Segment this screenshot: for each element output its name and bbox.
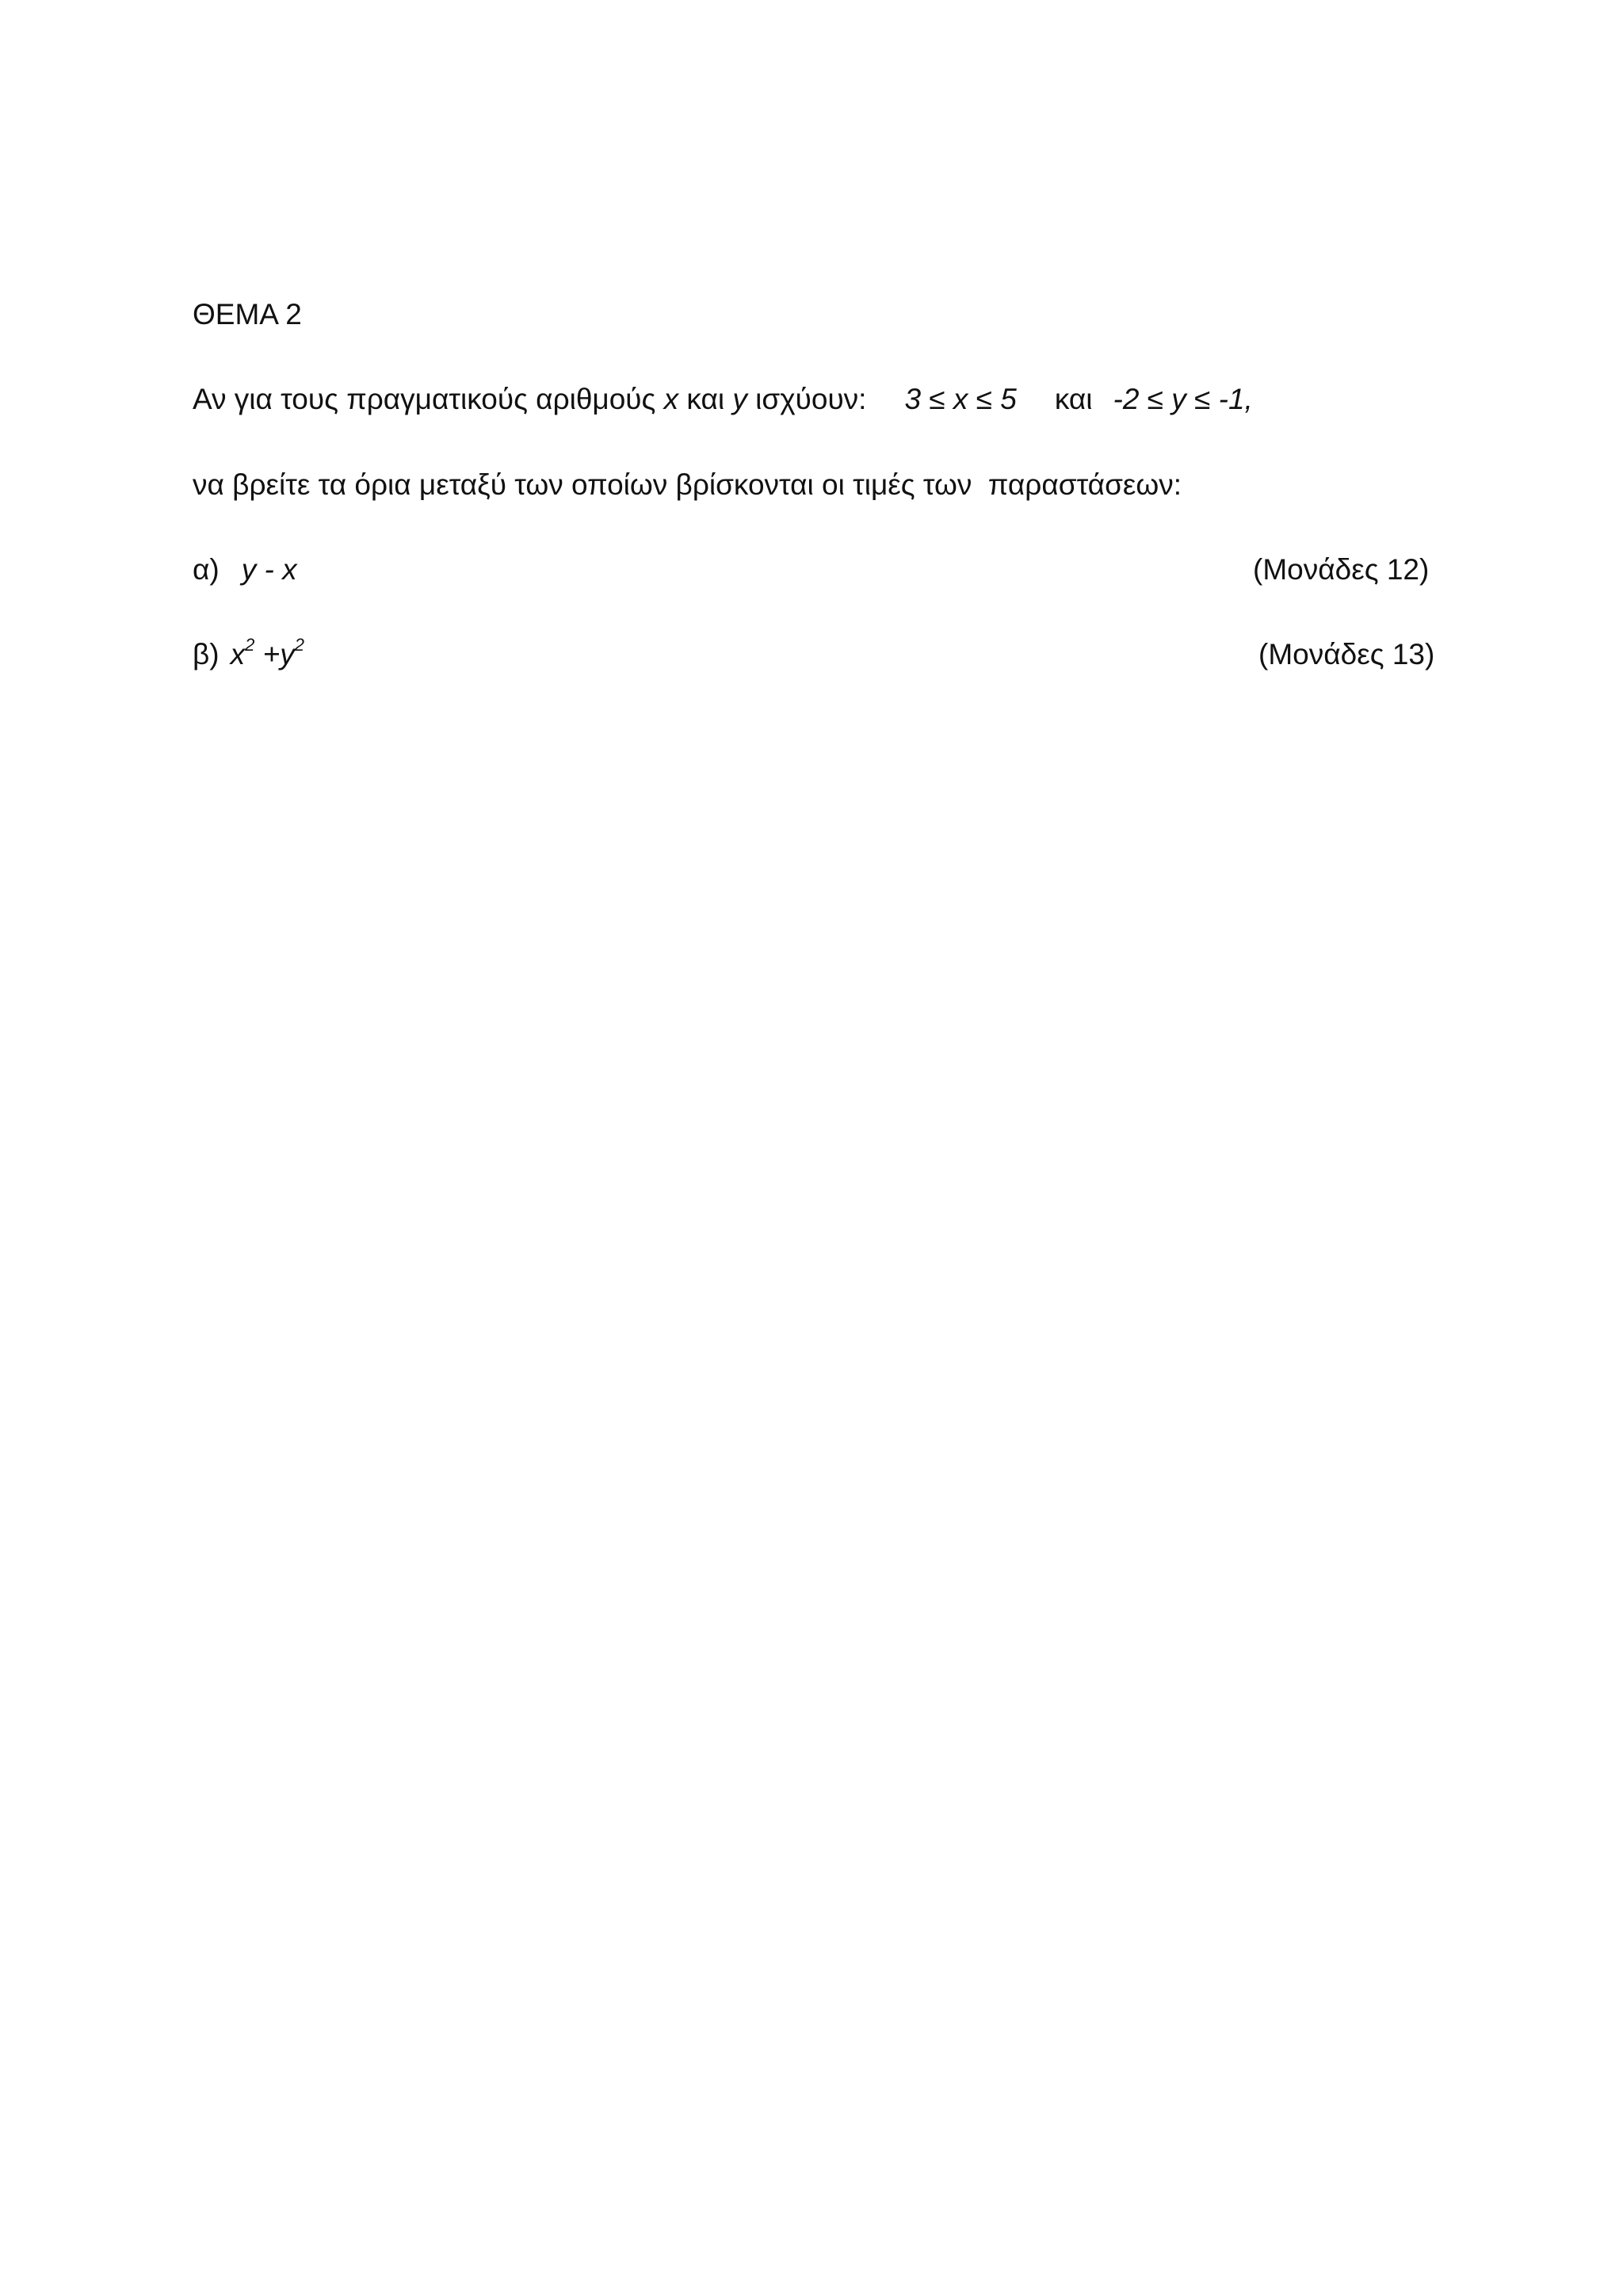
intro-suffix: ισχύουν: [747, 383, 867, 415]
intro-line [193, 384, 1253, 414]
item-beta-marks: (Μονάδες 13) [1258, 638, 1435, 670]
item-beta-exponent-1: 2 [245, 634, 255, 655]
item-alpha-marks: (Μονάδες 12) [1253, 553, 1430, 586]
topic-title: ΘΕΜΑ 2 [193, 298, 302, 330]
item-alpha-expression: y - x [241, 553, 297, 586]
item-beta-expression [230, 634, 304, 670]
intro-prefix: Αν για τους πραγματικούς αριθμούς [193, 383, 664, 415]
item-alpha [193, 555, 297, 584]
condition-x: 3 ≤ x ≤ 5 [904, 383, 1017, 415]
item-alpha-label: α) [193, 553, 220, 586]
item-beta-x: x [230, 638, 246, 670]
intro-var-x: x [663, 383, 679, 415]
conjunction: και [1054, 383, 1093, 415]
item-beta-label: β) [193, 638, 220, 670]
item-beta-plus-y: +y [254, 638, 295, 670]
condition-y: -2 ≤ y ≤ -1, [1113, 383, 1253, 415]
intro-and: και [678, 383, 733, 415]
item-beta [193, 634, 304, 670]
instruction-line: να βρείτε τα όρια μεταξύ των οποίων βρίσκονται οι τιμές των παραστάσεων: [193, 468, 1182, 501]
intro-var-y: y [732, 383, 747, 415]
item-beta-exponent-2: 2 [294, 634, 304, 655]
